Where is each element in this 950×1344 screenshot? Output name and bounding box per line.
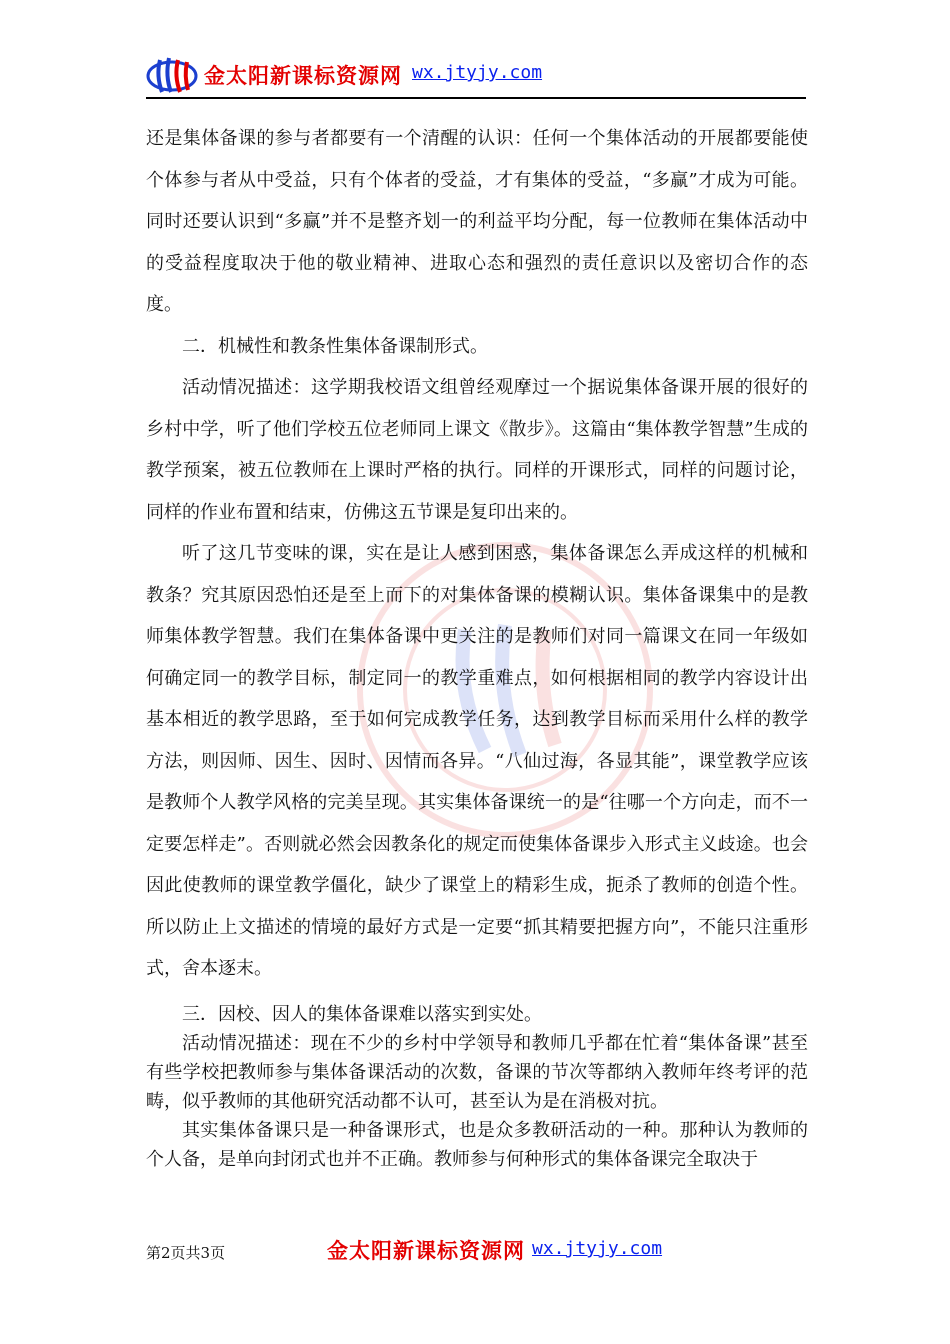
paragraph-activity-description-2: 活动情况描述：现在不少的乡村中学领导和教师几乎都在忙着“集体备课”甚至有些学校把教师参与集体备课活动的次数，备课的节次等都纳入教师年终考评的范畴，似乎教师的其他研究活动都不认可，甚至认为是在消极对抗。 [146, 1032, 808, 1112]
paragraph-analysis: 听了这几节变味的课，实在是让人感到困惑，集体备课怎么弄成这样的机械和教条？究其原因恐怕还是至上而下的对集体备课的模糊认识。集体备课集中的是教师集体教学智慧。我们在集体备课中更关注的是教师们对同一篇课文在同一年级如何确定同一的教学目标，制定同一的教学重难点，如何根据相同的教学内容设计出基本相近的教学思路，至于如何完成教学任务，达到教学目标而采用什么样的教学方法，则因师、因生、因时、因情而各异。“八仙过海，各显其能”，课堂教学应该是教师个人教学风格的完美呈现。其实集体备课统一的是“往哪一个方向走，而不一定要怎样走”。否则就必然会因教条化的规定而使集体备课步入形式主义歧途。也会因此使教师的课堂教学僵化，缺少了课堂上的精彩生成，扼杀了教师的创造个性。所以防止上文描述的情境的最好方式是一定要“抓其精要把握方向”，不能只注重形式，舍本逐末。 [146, 543, 808, 979]
header-brand: 金太阳新课标资源网 [204, 63, 402, 88]
brand-logo-icon [146, 52, 198, 96]
paragraph-continuation: 还是集体备课的参与者都要有一个清醒的认识：任何一个集体活动的开展都要能使个体参与者从中受益，只有个体者的受益，才有集体的受益，“多赢”才成为可能。同时还要认识到“多赢”并不是整齐划一的利益平均分配，每一位教师在集体活动中的受益程度取决于他的敬业精神、进取心态和强烈的责任意识以及密切合作的态度。 [146, 128, 808, 315]
footer-brand: 金太阳新课标资源网 [327, 1238, 525, 1263]
header-url-link[interactable]: wx.jtyjy.com [412, 62, 543, 83]
section-heading-3: 三．因校、因人的集体备课难以落实到实处。 [182, 1003, 542, 1025]
footer-url-link[interactable]: wx.jtyjy.com [532, 1238, 663, 1259]
page-header [146, 52, 806, 98]
section-heading-2: 二．机械性和教条性集体备课制形式。 [182, 335, 488, 357]
footer-page-info: 第2页共3页 [146, 1244, 226, 1262]
header-divider [146, 97, 806, 99]
paragraph-analysis-2: 其实集体备课只是一种备课形式，也是众多教研活动的一种。那种认为教师的个人备，是单向封闭式也并不正确。教师参与何种形式的集体备课完全取决于 [146, 1119, 808, 1170]
document-body [146, 118, 808, 1174]
paragraph-activity-description: 活动情况描述：这学期我校语文组曾经观摩过一个据说集体备课开展的很好的乡村中学，听了他们学校五位老师同上课文《散步》。这篇由“集体教学智慧”生成的教学预案，被五位教师在上课时严格的执行。同样的开课形式，同样的问题讨论，同样的作业布置和结束，仿佛这五节课是复印出来的。 [146, 377, 808, 523]
